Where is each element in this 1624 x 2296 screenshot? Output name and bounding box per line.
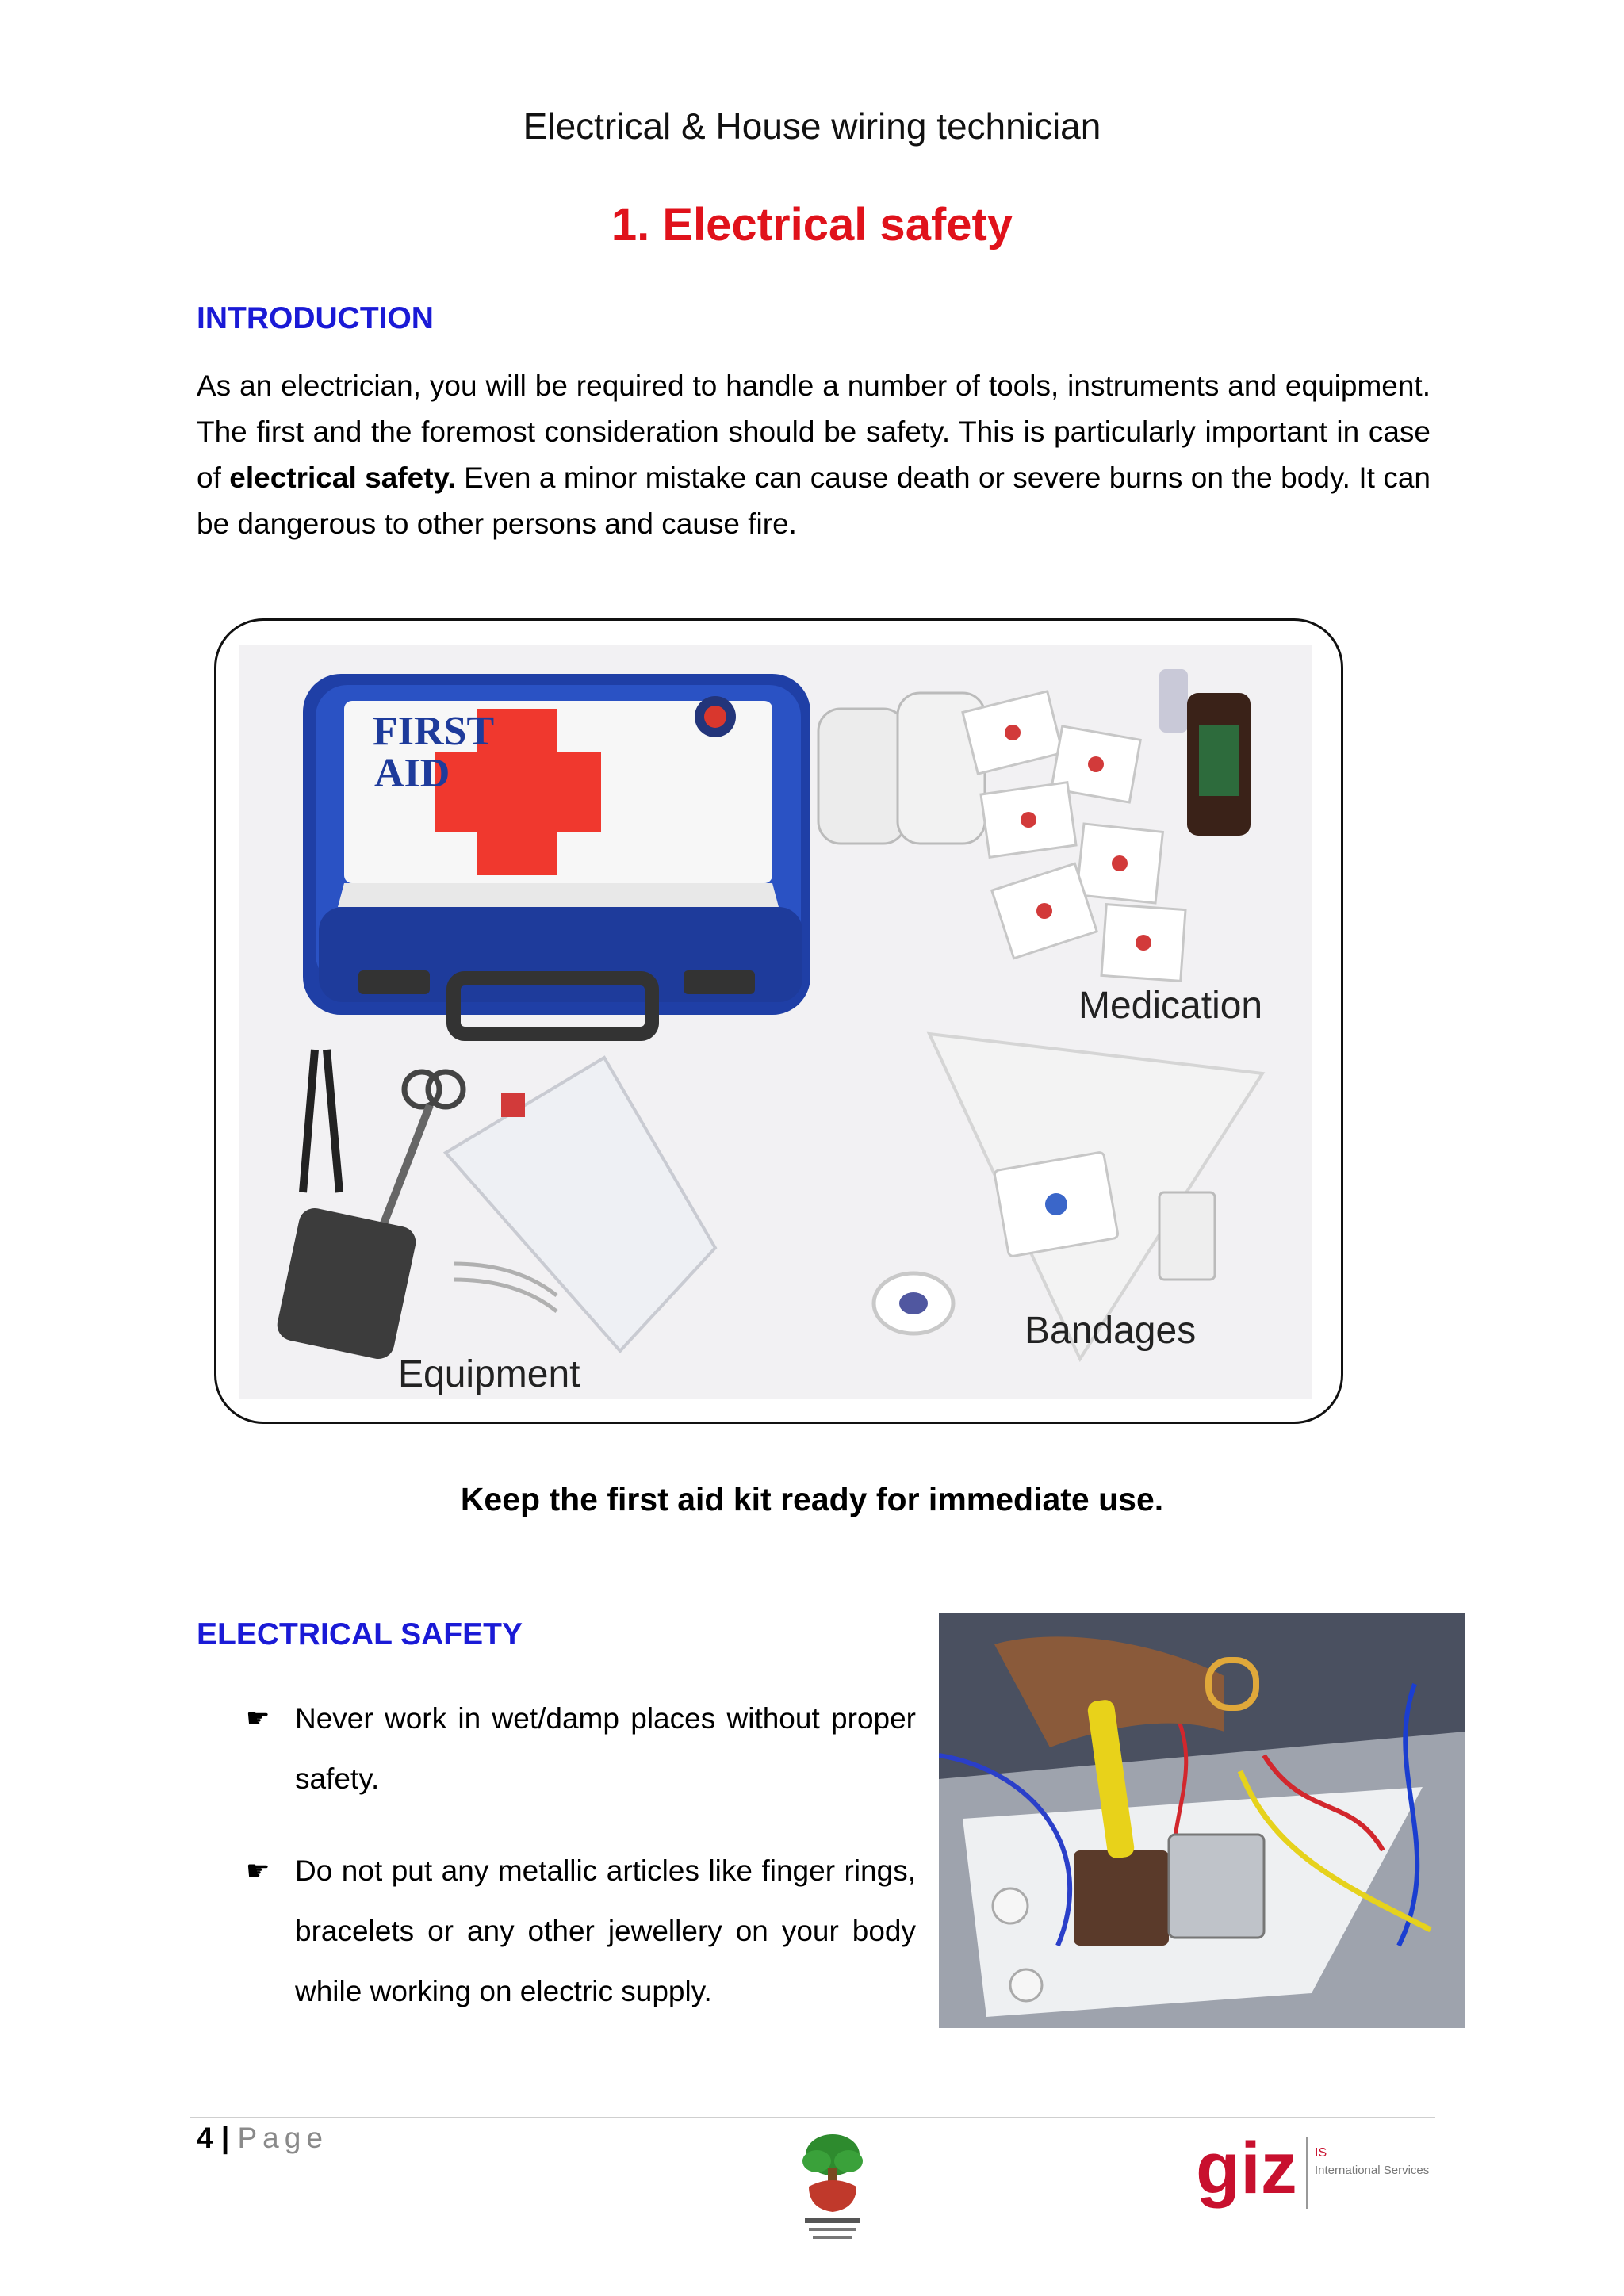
electrical-safety-heading: ELECTRICAL SAFETY — [197, 1617, 523, 1651]
bullet-text: Never work in wet/damp places without proper safety. — [295, 1702, 916, 1795]
pointing-hand-icon: ☛ — [246, 1704, 270, 1734]
page-number — [197, 2122, 328, 2155]
list-item — [246, 1841, 916, 2022]
page-number-value: 4 — [197, 2122, 213, 2154]
medication-illustration — [818, 669, 1251, 981]
footer-rule — [190, 2117, 1435, 2118]
first-aid-kit-image — [239, 645, 1312, 1399]
figure-caption: Keep the first aid kit ready for immediate use. — [460, 1481, 1164, 1517]
label-bandages: Bandages — [1025, 1310, 1197, 1352]
page-word: Page — [237, 2122, 328, 2154]
tester-photo — [939, 1613, 1465, 2028]
chapter-title: 1. Electrical safety — [611, 199, 1013, 251]
label-equipment: Equipment — [398, 1353, 580, 1395]
label-medication: Medication — [1078, 985, 1263, 1027]
government-emblem-logo — [785, 2130, 880, 2248]
header-title: Electrical & House wiring technician — [523, 105, 1101, 147]
giz-wordmark: giz — [1196, 2130, 1297, 2209]
giz-sub-services: International Services — [1315, 2164, 1430, 2177]
equipment-illustration — [274, 1050, 715, 1362]
intro-text-end: Even a minor mistake can cause death or severe burns on the body. It can be dangerous to other persons and cause fire. — [197, 461, 1431, 540]
giz-sub-is: IS — [1315, 2146, 1327, 2160]
giz-logo — [1189, 2130, 1451, 2217]
kit-label-aid: AID — [374, 751, 450, 796]
intro-text-bold: electrical safety. — [229, 461, 456, 494]
intro-text-start: As an electrician, you will be required to handle a number of tools, instruments and equipment. The first and the foremost consideration should be safety. This is particularly important in case of — [197, 369, 1431, 494]
intro-paragraph — [197, 363, 1431, 547]
intro-heading: INTRODUCTION — [197, 301, 434, 335]
pointing-hand-icon: ☛ — [246, 1856, 270, 1886]
kit-label-first: FIRST — [373, 709, 495, 754]
bullet-text: Do not put any metallic articles like finger rings, bracelets or any other jewellery on your body while working on electric supply. — [295, 1854, 916, 2007]
list-item — [246, 1689, 916, 1809]
page-separator: | — [220, 2122, 230, 2154]
